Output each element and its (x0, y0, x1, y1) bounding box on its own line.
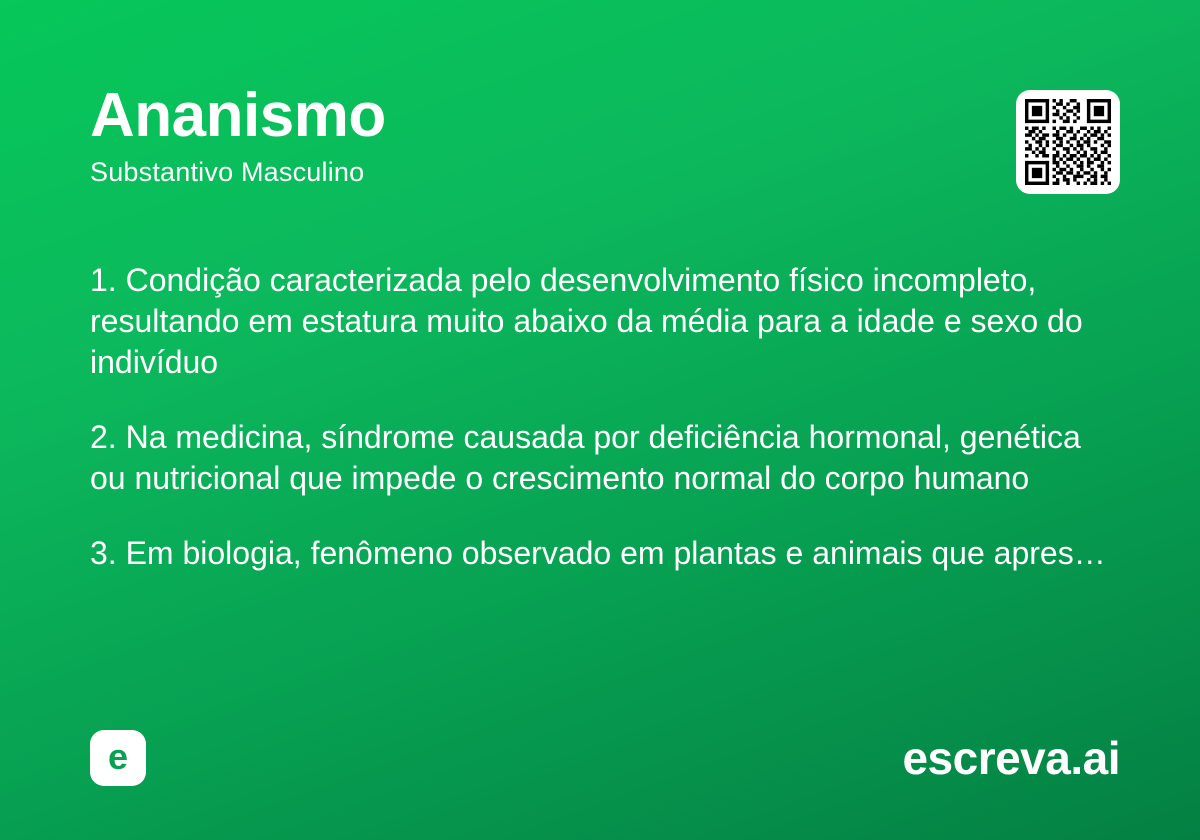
card-header (90, 81, 1120, 194)
card-content (90, 81, 1120, 784)
qr-code-icon[interactable] (1016, 90, 1120, 194)
word-class-label: Substantivo Masculino (90, 157, 365, 188)
word-title: Ananismo (90, 81, 386, 150)
definition-item: 3. Em biologia, fenômeno observado em plantas e animais que apres… (90, 534, 1106, 571)
card-footer (90, 730, 1120, 786)
definition-item: 2. Na medicina, síndrome causada por deficiência hormonal, genética ou nutricional que impede o crescimento normal do corpo humano (90, 418, 1081, 496)
definition-item: 1. Condição caracterizada pelo desenvolvimento físico incompleto, resultando em estatura muito abaixo da média para a idade e sexo do indivíduo (90, 262, 1083, 380)
definition-list (90, 260, 1120, 574)
qr-code-svg (1025, 99, 1111, 185)
brand-name: escreva.ai (902, 732, 1120, 784)
logo-mark-icon: e (90, 730, 146, 786)
title-block (90, 81, 386, 188)
